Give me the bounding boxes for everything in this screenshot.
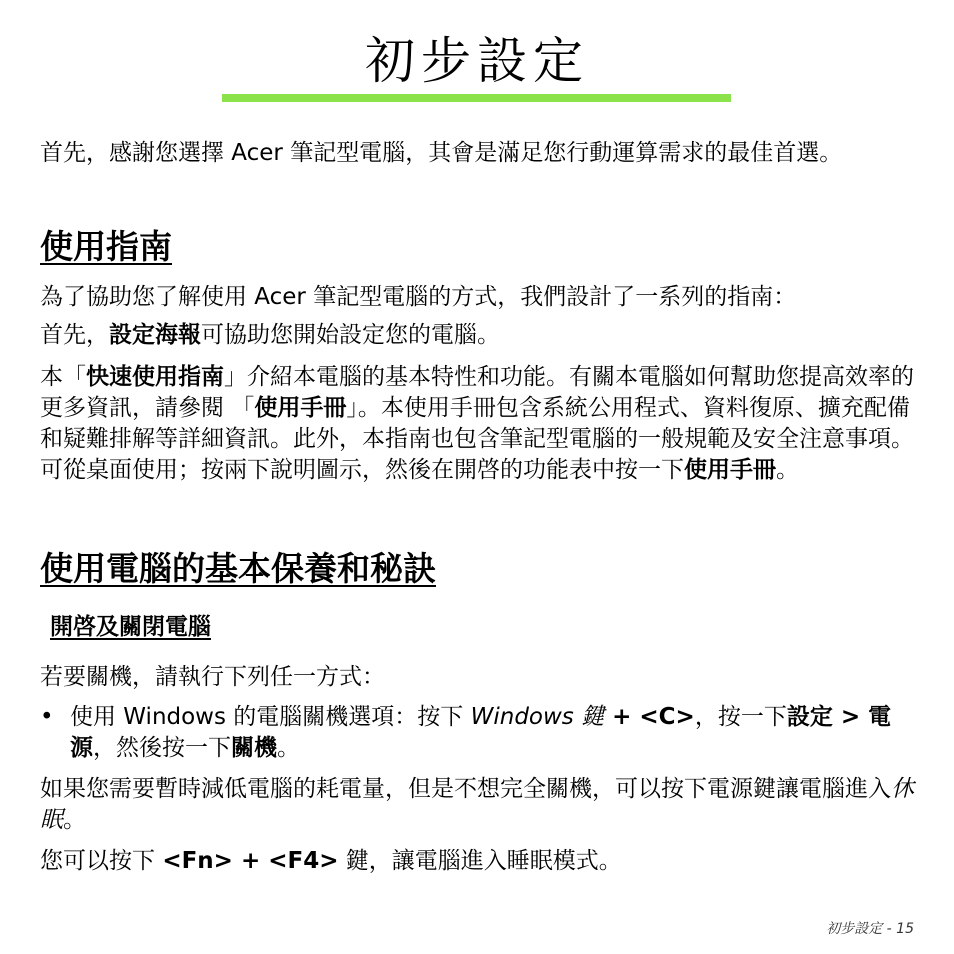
setup-poster-term: 設定海報 <box>109 322 201 348</box>
title-underline-bar <box>222 94 731 102</box>
text-run: ，按一下 <box>694 704 787 730</box>
settings-power-term: 設定 > 電源 <box>70 704 892 761</box>
subheading-power-on-off: 開啓及關閉電腦 <box>50 614 211 640</box>
bullet-marker: • <box>40 704 54 730</box>
text-run: 」。本使用手冊包含系統公用程式、資料復原、擴充配備和疑難排解等詳細資訊。此外，本指南也包含筆記型電腦的一般規範及安全注意事項。可從桌面使用；按兩下說明圖示，然後在開啓的功能表中按一下 <box>40 395 914 483</box>
text-run: 」介紹本電腦的基本特性和功能。有關本電腦如何幫助您提高效率的更多資訊，請參閱 「 <box>40 364 914 421</box>
page-title: 初步設定 <box>365 32 589 90</box>
text-run: 。 <box>776 457 799 483</box>
windows-key-term: Windows 鍵 <box>470 704 605 730</box>
user-manual-term: 使用手冊 <box>254 395 347 421</box>
text-run: 鍵，讓電腦進入睡眠模式。 <box>338 848 622 874</box>
user-manual-term: 使用手冊 <box>684 457 776 483</box>
text-run: 可協助您開始設定您的電腦。 <box>201 322 500 348</box>
guides-paragraph-2 <box>40 320 916 351</box>
shutdown-term: 關機 <box>231 735 277 761</box>
hibernate-term: 休眠 <box>40 776 914 833</box>
section-heading-guides: 使用指南 <box>40 227 172 266</box>
sleep-shortcut-term: <Fn> + <F4> <box>162 848 339 874</box>
shutdown-intro: 若要關機，請執行下列任一方式： <box>40 664 385 690</box>
intro-paragraph: 首先，感謝您選擇 Acer 筆記型電腦，其會是滿足您行動運算需求的最佳首選。 <box>40 140 843 166</box>
hibernate-paragraph <box>40 774 916 836</box>
text-run: 。 <box>277 735 300 761</box>
shutdown-bullet <box>70 702 916 764</box>
sleep-paragraph <box>40 846 916 877</box>
text-run: 使用 Windows 的電腦關機選項：按下 <box>70 704 471 730</box>
text-run: 本「 <box>40 364 86 390</box>
guides-paragraph-1: 為了協助您了解使用 Acer 筆記型電腦的方式，我們設計了一系列的指南： <box>40 284 797 310</box>
text-run: 。 <box>63 807 86 833</box>
shortcut-term: + <C> <box>604 704 695 730</box>
section-heading-care-tips: 使用電腦的基本保養和秘訣 <box>40 549 436 588</box>
quick-guide-term: 快速使用指南 <box>86 364 224 390</box>
text-run: 您可以按下 <box>40 848 163 874</box>
text-run: ，然後按一下 <box>93 735 231 761</box>
guides-paragraph-3 <box>40 362 916 486</box>
text-run: 如果您需要暫時減低電腦的耗電量，但是不想完全關機，可以按下電源鍵讓電腦進入 <box>40 776 891 802</box>
page-footer: 初步設定 - 15 <box>826 921 914 937</box>
text-run: 首先， <box>40 322 109 348</box>
